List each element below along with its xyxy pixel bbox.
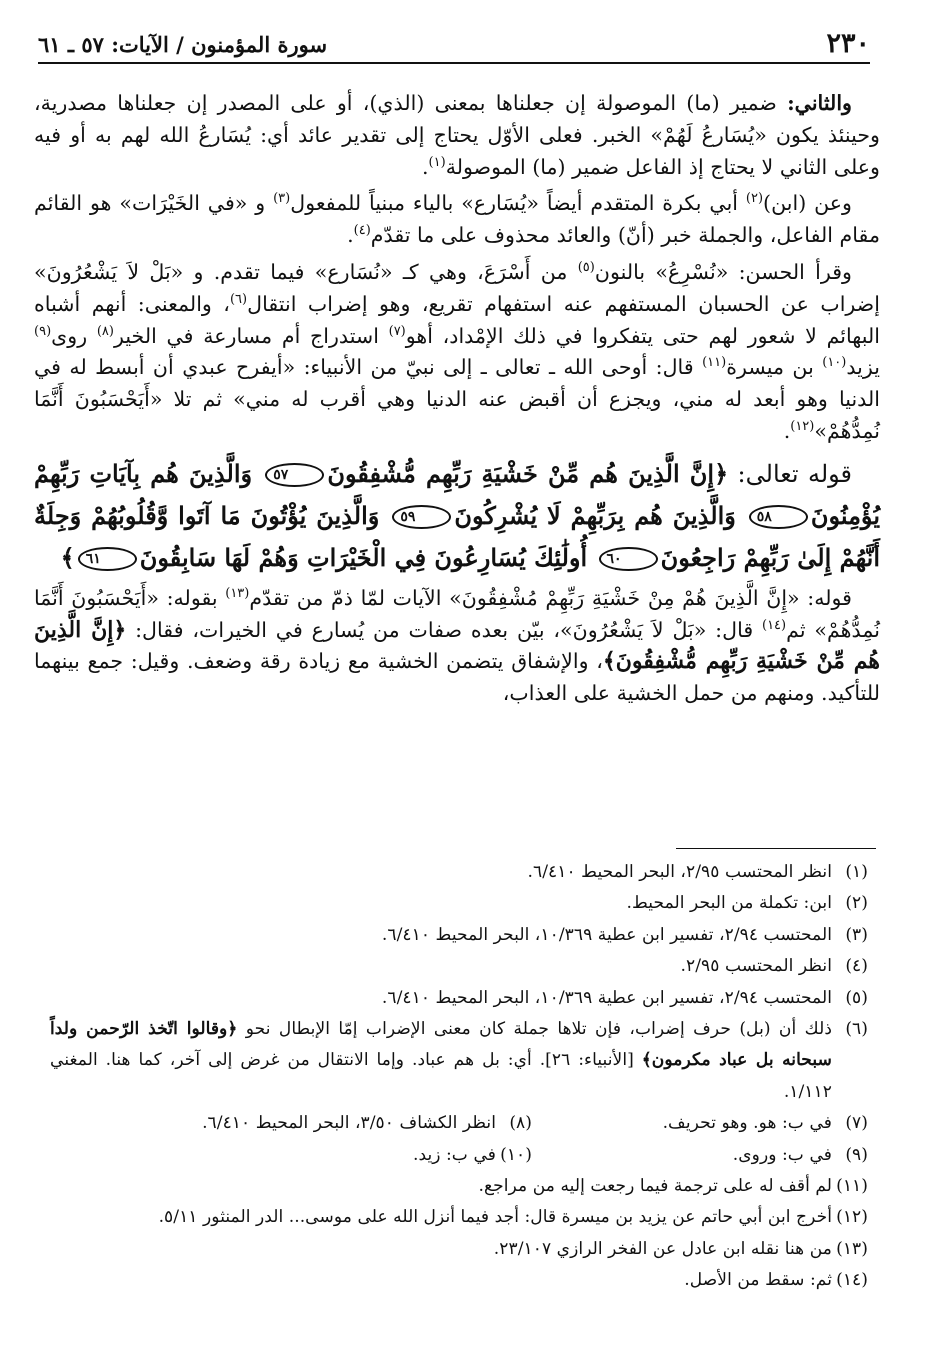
footnote (50, 1234, 868, 1265)
quran-quote: ﴿وقالوا اتّخذ الرّحمن ولداً سبحانه بل عباد مكرمون﴾ (50, 1019, 832, 1071)
footnote (50, 983, 868, 1014)
footnote-text: في ب: زيد. (412, 1144, 496, 1165)
paragraph-text: قال: «بَلْ لاَ يَشْعُرُونَ»، بيّن بعده صفات من يُسارع في الخيرات، فقال: (126, 617, 762, 642)
paragraph-text: قال: أوحى الله ـ تعالى ـ إلى نبيّ من الأنبياء: «أيفرح عبدي أن أبسط له في الدنيا وهو أبعد له مني، ويجزع أن أقبض عنه الدنيا وهي أقرب له مني» ثم تلا «أَيَحْسَبُونَ أَنَّمَا نُمِدُّهُمْ» (34, 355, 880, 443)
footnote (532, 1108, 868, 1139)
paragraph-lead: والثاني: (787, 91, 852, 115)
footnote-number: (٨) (509, 1113, 532, 1134)
footnote-number: (١٣) (836, 1238, 868, 1259)
footnote-number: (٤) (845, 956, 868, 977)
footnote-text: من هنا نقله ابن عادل عن الفخر الرازي ٢٣/١٠٧. (493, 1238, 832, 1259)
footnote-number: (١١) (836, 1176, 868, 1197)
footnote (50, 920, 868, 951)
paragraph-1 (34, 88, 880, 183)
footnote-number: (٢) (845, 893, 868, 914)
footnote-ref: (٥) (577, 260, 595, 276)
paragraph-text: ، والمعنى: أنهم أشباه البهائم لا شعور لهم حتى يتفكروا في ذلك الإمْداد، أهو (34, 291, 880, 348)
footnote-pair (50, 1140, 868, 1171)
paragraph-text: قوله: «إِنَّ الَّذِينَ هُمْ مِنْ خَشْيَةِ رَبِّهِمْ مُشْفِقُونَ» الآيات لمّا ذمّ من تقدّم (249, 585, 852, 610)
paragraph-text: ضمير (ما) الموصولة إن جعلناها بمعنى (الذي)، أو على المصدر إن جعلناها مصدرية، وحينئذ يكون «يُسَارعُ لَهُمْ» الخبر. فعلى الأوّل يحتاج إلى تقدير عائد أي: يُسَارعُ الله لهم به أو فيه وعلى الثاني لا يحتاج إذ الفاعل ضمير (ما) الموصولة (34, 91, 880, 179)
paragraph-text: استدراج أم مسارعة في الخير (113, 323, 389, 348)
paragraph-text: أبي بكرة المتقدم أيضاً «يُسَارع» بالياء مبنياً للمفعول (290, 191, 746, 216)
ornate-bracket-open: ﴿ (714, 458, 729, 488)
footnote (50, 1171, 868, 1202)
verse-number-marker: ٥٨ (749, 505, 808, 529)
footnote (50, 1202, 868, 1233)
footnote (50, 1265, 868, 1296)
footnote-text-part: [الأنبياء: ٢٦]. أي: بل هم عباد. وإما الانتقال من غرض إلى آخر، كما هنا. المغني ١/١١٢. (50, 1050, 832, 1102)
footnote-ref: (١٢) (790, 419, 815, 435)
footnote-text: لم أقف له على ترجمة فيما رجعت إليه من مراجع. (478, 1176, 832, 1197)
footnote-text: ابن: تكملة من البحر المحيط. (626, 893, 832, 914)
paragraph-3 (34, 257, 880, 448)
footnote-ref: (١) (428, 154, 446, 170)
footnote (50, 857, 868, 888)
paragraph-text: يزيد (846, 355, 880, 380)
footnote-number: (١) (845, 862, 868, 882)
footnote (50, 1014, 868, 1108)
verse-number-marker: ٦١ (78, 547, 137, 571)
footnote-text: ثم: سقط من الأصل. (684, 1270, 832, 1291)
verse-text: أُولَٰئِكَ يُسَارِعُونَ فِي الْخَيْرَاتِ وَهُمْ لَهَا سَابِقُونَ (139, 542, 588, 572)
footnote-text: انظر الكشاف ٣/٥٠، البحر المحيط ٦/٤١٠. (202, 1113, 496, 1134)
footnote-separator (676, 848, 876, 849)
paragraph-text: من أَسْرَعَ، وهي كـ «نُسَارع» فيما تقدم. و «بَلْ لاَ يَشْعُرُونَ» إضراب عن الحسبان المستفهم عنه استفهام تقريع، وهو إضراب انتقال (34, 259, 881, 316)
footnote-number: (٦) (845, 1019, 868, 1040)
footnote (196, 1108, 532, 1139)
paragraph-4 (34, 583, 880, 710)
footnote-ref: (٨) (96, 323, 114, 339)
footnote-number: (٩) (845, 1144, 868, 1165)
verse-number-marker: ٥٩ (392, 505, 451, 529)
footnote-text (50, 1014, 832, 1108)
verse-number-marker: ٥٧ (265, 463, 324, 487)
footnote (532, 1140, 868, 1171)
paragraph-text: وعن (ابن) (763, 191, 853, 216)
verse-lead: قوله تعالى: (728, 459, 853, 488)
verse-text: إِنَّ الَّذِينَ هُم مِّنْ خَشْيَةِ رَبِّهِم مُّشْفِقُونَ (327, 458, 715, 488)
footnote-text: انظر المحتسب ٢/٩٥، البحر المحيط ٦/٤١٠. (527, 862, 832, 882)
paragraph-text: ، والإشفاق يتضمن الخشية مع زيادة رقة وضعف. وقيل: جمع بينهما للتأكيد. ومنهم من حمل الخشية على العذاب، (34, 649, 880, 706)
footnote-ref: (٢) (745, 191, 764, 207)
footnote (196, 1140, 532, 1171)
footnote-number: (١٠) (500, 1144, 532, 1165)
footnote-ref: (١٠) (822, 355, 847, 371)
paragraph-text: . (422, 154, 429, 179)
footnote-text: المحتسب ٢/٩٤، تفسير ابن عطية ١٠/٣٦٩، البحر المحيط ٦/٤١٠. (381, 987, 832, 1008)
paragraph-text: . (783, 418, 791, 443)
footnote-ref: (٧) (388, 323, 406, 339)
footnote-number: (٧) (845, 1113, 868, 1134)
footnote-text: انظر المحتسب ٢/٩٥. (680, 956, 832, 977)
verse-text: وَالَّذِينَ هُم بِرَبِّهِمْ لَا يُشْرِكُونَ (454, 500, 736, 530)
footnote-ref: (١٤) (762, 617, 787, 633)
footnote-number: (١٤) (836, 1270, 868, 1291)
footnote-text: المحتسب ٢/٩٤، تفسير ابن عطية ١٠/٣٦٩، البحر المحيط ٦/٤١٠. (381, 924, 832, 945)
footnote-ref: (٩) (34, 323, 52, 339)
footnote-ref: (١١) (702, 355, 727, 371)
footnote-text: في ب: هو. وهو تحريف. (662, 1113, 832, 1134)
footnote-number: (٥) (845, 987, 868, 1008)
verse-text: وَالَّذِينَ يُؤْتُونَ مَا آتَوا وَّقُلُوبُهُمْ وَجِلَةٌ أَنَّهُمْ إِلَىٰ رَبِّهِمْ رَاجِعُونَ (34, 500, 880, 572)
paragraph-text: وقرأ الحسن: «نُسْرِعُ» بالنون (594, 259, 852, 284)
footnote-number: (١٢) (836, 1207, 868, 1228)
main-text (34, 88, 880, 715)
quran-verses (34, 453, 880, 579)
paragraph-2 (34, 188, 880, 252)
page-number: ٢٣٠ (826, 28, 870, 59)
footnote-number: (٣) (845, 924, 868, 945)
footnotes (50, 857, 868, 1297)
paragraph-text: و «في الخَيْرَات» هو القائم مقام الفاعل، والجملة خبر (أنّ) والعائد محذوف على ما تقدّم (34, 191, 880, 248)
footnote-text: أخرج ابن أبي حاتم عن يزيد بن ميسرة قال: أجد فيما أنزل الله على موسى... الدر المنثور ٥/١١. (158, 1207, 832, 1228)
verse-text: وَالَّذِينَ هُم بِآيَاتِ رَبِّهِمْ يُؤْمِنُونَ (34, 458, 881, 530)
paragraph-text: بن ميسرة (726, 355, 823, 380)
header-rule (38, 62, 870, 64)
paragraph-text: روى (51, 323, 97, 348)
footnote (50, 888, 868, 919)
footnote-pair (50, 1108, 868, 1139)
footnote-ref: (٦) (229, 291, 248, 307)
footnote-text-part: ذلك أن (بل) حرف إضراب، فإن تلاها جملة كان معنى الإضراب إمّا الإبطال نحو (237, 1019, 832, 1040)
footnote (50, 951, 868, 982)
footnote-text: في ب: وروى. (732, 1144, 832, 1165)
paragraph-text: بقوله: «أَيَحْسَبُونَ أَنَّمَا نُمِدُّهُمْ» ثم (34, 585, 880, 642)
footnote-ref: (٣) (273, 191, 291, 207)
running-title: سورة المؤمنون / الآيات: ٥٧ ـ ٦١ (38, 32, 328, 57)
quran-quote: ﴿إِنَّ الَّذِينَ هُم مِّنْ خَشْيَةِ رَبِّهِم مُّشْفِقُونَ﴾ (34, 616, 880, 675)
verse-number-marker: ٦٠ (599, 547, 658, 571)
page-header (38, 22, 870, 66)
ornate-bracket-close: ﴾ (60, 542, 75, 572)
footnote-ref: (٤) (353, 223, 371, 239)
paragraph-text: . (347, 223, 354, 248)
footnote-ref: (١٣) (225, 585, 250, 601)
